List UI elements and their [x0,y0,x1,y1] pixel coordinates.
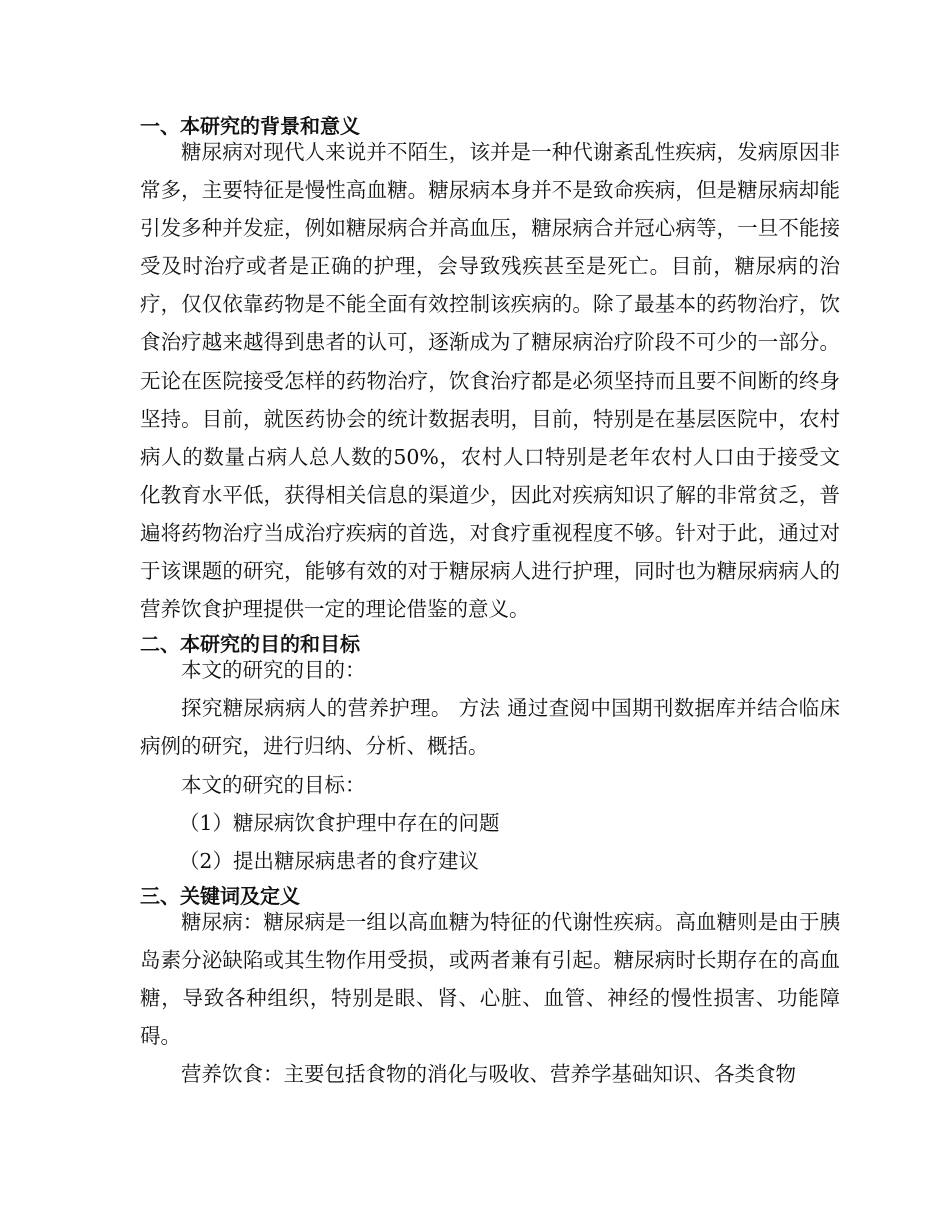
goal-label: 本文的研究的目标： [181,772,366,797]
goal-item: （1）糖尿病饮食护理中存在的问题 [178,810,500,835]
purpose-label: 本文的研究的目的： [181,658,366,683]
goal-item: （2）提出糖尿病患者的食疗建议 [178,848,479,873]
section-heading-keywords: 三、关键词及定义 [140,883,300,908]
definition-diabetes: 糖尿病：糖尿病是一组以高血糖为特征的代谢性疾病。高血糖则是由于胰岛素分泌缺陷或其生物作用受损，或两者兼有引起。糖尿病时长期存在的高血糖，导致各种组织，特别是眼、肾、心脏、血管、神经的慢性损害、功能障碍。 [140,909,840,1049]
section-heading-purpose: 二、本研究的目的和目标 [140,632,360,657]
section-heading-background: 一、本研究的背景和意义 [140,114,360,138]
purpose-text: 探究糖尿病病人的营养护理。 方法 通过查阅中国期刊数据库并结合临床病例的研究，进行归纳、分析、概括。 [140,696,840,759]
document-body [140,113,840,1093]
definition-nutrition: 营养饮食：主要包括食物的消化与吸收、营养学基础知识、各类食物 [181,1062,796,1087]
background-paragraph: 糖尿病对现代人来说并不陌生，该并是一种代谢紊乱性疾病，发病原因非常多，主要特征是慢性高血糖。糖尿病本身并不是致命疾病，但是糖尿病却能引发多种并发症，例如糖尿病合并高血压，糖尿病合并冠心病等，一旦不能接受及时治疗或者是正确的护理，会导致残疾甚至是死亡。目前，糖尿病的治疗，仅仅依靠药物是不能全面有效控制该疾病的。除了最基本的药物治疗，饮食治疗越来越得到患者的认可，逐渐成为了糖尿病治疗阶段不可少的一部分。无论在医院接受怎样的药物治疗，饮食治疗都是必须坚持而且要不间断的终身坚持。目前，就医药协会的统计数据表明，目前，特别是在基层医院中，农村病人的数量占病人总人数的50%，农村人口特别是老年农村人口由于接受文化教育水平低，获得相关信息的渠道少，因此对疾病知识了解的非常贫乏，普遍将药物治疗当成治疗疾病的首选，对食疗重视程度不够。针对于此，通过对于该课题的研究，能够有效的对于糖尿病人进行护理，同时也为糖尿病病人的营养饮食护理提供一定的理论借鉴的意义。 [140,140,840,622]
